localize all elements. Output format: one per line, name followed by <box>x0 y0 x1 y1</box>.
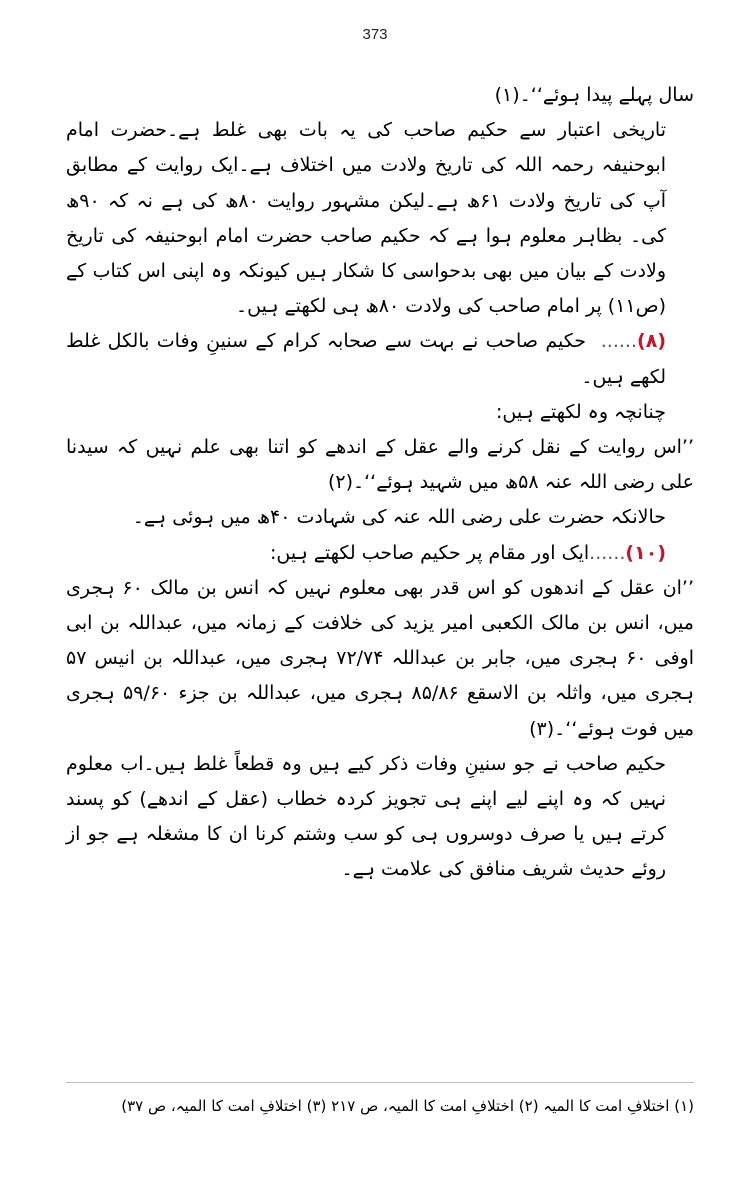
page-body <box>66 78 694 888</box>
quote-paragraph: ’’اس روایت کے نقل کرنے والے عقل کے اندھے کو اتنا بھی علم نہیں کہ سیدنا علی رضی اللہ عنہ ۵۸ھ میں شہید ہوئے‘‘۔(۲) <box>66 436 694 494</box>
paragraph: سال پہلے پیدا ہوئے‘‘۔(۱) <box>494 84 694 106</box>
page-number: 373 <box>362 26 388 43</box>
paragraph: تاریخی اعتبار سے حکیم صاحب کی یہ بات بھی غلط ہے۔حضرت امام ابوحنیفہ رحمہ اللہ کی تاریخ ولادت میں اختلاف ہے۔ایک روایت کے مطابق آپ کی تاریخ ولادت ۶۱ھ ہے۔لیکن مشہور روایت ۸۰ھ کی ہے نہ کہ ۹۰ھ کی۔ بظاہر معلوم ہوا ہے کہ حکیم صاحب حضرت امام ابوحنیفہ کی تاریخ ولادت کے بیان میں بھی بدحواسی کا شکار ہیں کیونکہ وہ اپنی اس کتاب کے (ص۱۱) پر امام صاحب کی ولادت ۸۰ھ ہی لکھتے ہیں۔ <box>66 119 666 318</box>
paragraph: حالانکہ حضرت علی رضی اللہ عنہ کی شہادت ۴۰ھ میں ہوئی ہے۔ <box>132 506 666 529</box>
footnote-divider <box>66 1082 694 1083</box>
footnotes: (۱) اختلافِ امت کا المیہ (۲) اختلافِ امت کا المیہ، ص ۲۱۷ (۳) اختلافِ امت کا المیہ، ص ۳۷) <box>121 1097 694 1115</box>
numbered-paragraph <box>66 324 694 394</box>
paragraph: چنانچہ وہ لکھتے ہیں: <box>495 400 666 423</box>
numbered-paragraph <box>66 536 694 571</box>
paragraph: حکیم صاحب نے جو سنینِ وفات ذکر کیے ہیں وہ قطعاً غلط ہیں۔اب معلوم نہیں کہ وہ اپنے لیے اپنے ہی تجویز کردہ خطاب (عقل کے اندھے) کو پسند کرتے ہیں یا صرف دوسروں ہی کو سب وشتم کرنا ان کا مشغلہ ہے جو از روئے حدیث شریف منافق کی علامت ہے۔ <box>66 752 666 881</box>
leader-dots: ...... <box>589 541 626 564</box>
quote-paragraph: ’’ان عقل کے اندھوں کو اس قدر بھی معلوم نہیں کہ انس بن مالک ۶۰ ہجری میں، انس بن مالک الکعبی امیر یزید کی خلافت کے زمانہ میں، عبداللہ بن ابی اوفی ۶۰ ہجری میں، جابر بن عبداللہ ۷۲/۷۴ ہجری میں، عبداللہ بن انیس ۵۷ ہجری میں، واثلہ بن الاسقع ۸۵/۸۶ ہجری میں، عبداللہ بن جزء ۵۹/۶۰ ہجری میں فوت ہوئے‘‘۔(۳) <box>66 576 695 740</box>
leader-dots: ...... <box>600 330 638 353</box>
item-number: (۸) <box>637 330 666 353</box>
paragraph-text: حکیم صاحب نے بہت سے صحابہ کرام کے سنینِ وفات بالکل غلط لکھے ہیں۔ <box>66 330 666 388</box>
item-number: (۱۰) <box>625 541 666 564</box>
paragraph-text: ایک اور مقام پر حکیم صاحب لکھتے ہیں: <box>270 541 590 564</box>
